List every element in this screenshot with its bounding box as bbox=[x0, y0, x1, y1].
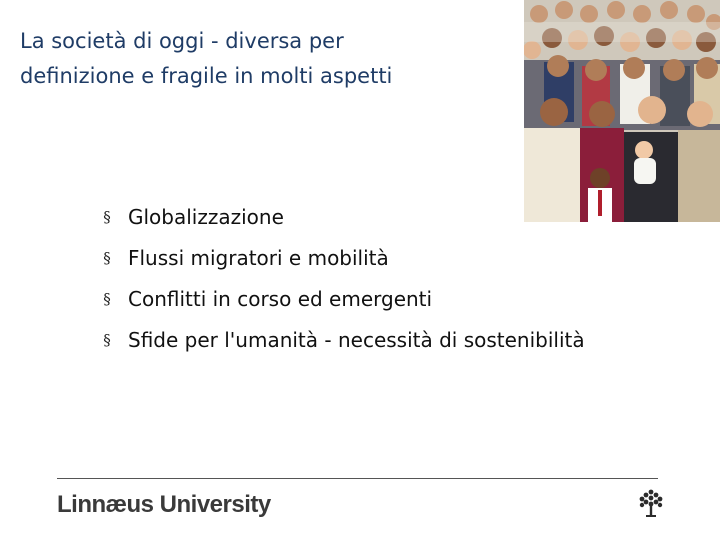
bullet-text: Flussi migratori e mobilità bbox=[128, 246, 389, 270]
slide-title: La società di oggi - diversa per definizione e fragile in molti aspetti bbox=[20, 29, 393, 88]
bullet-marker: § bbox=[103, 290, 111, 308]
bullet-marker: § bbox=[103, 331, 111, 349]
bullet-marker: § bbox=[103, 208, 111, 226]
footer-divider bbox=[57, 478, 658, 479]
bullet-text: Globalizzazione bbox=[128, 205, 284, 229]
bullet-item bbox=[100, 243, 585, 284]
bullet-list bbox=[100, 202, 585, 366]
bullet-marker: § bbox=[103, 249, 111, 267]
tree-icon bbox=[638, 488, 664, 518]
bullet-text: Conflitti in corso ed emergenti bbox=[128, 287, 433, 311]
bullet-item bbox=[100, 325, 585, 366]
group-photo bbox=[524, 0, 720, 222]
bullet-text: Sfide per l'umanità - necessità di sostenibilità bbox=[128, 328, 585, 352]
bullet-item bbox=[100, 284, 585, 325]
university-brand-name: Linnæus University bbox=[57, 491, 271, 518]
bullet-item bbox=[100, 202, 585, 243]
crowd-photo-illustration bbox=[524, 0, 720, 222]
